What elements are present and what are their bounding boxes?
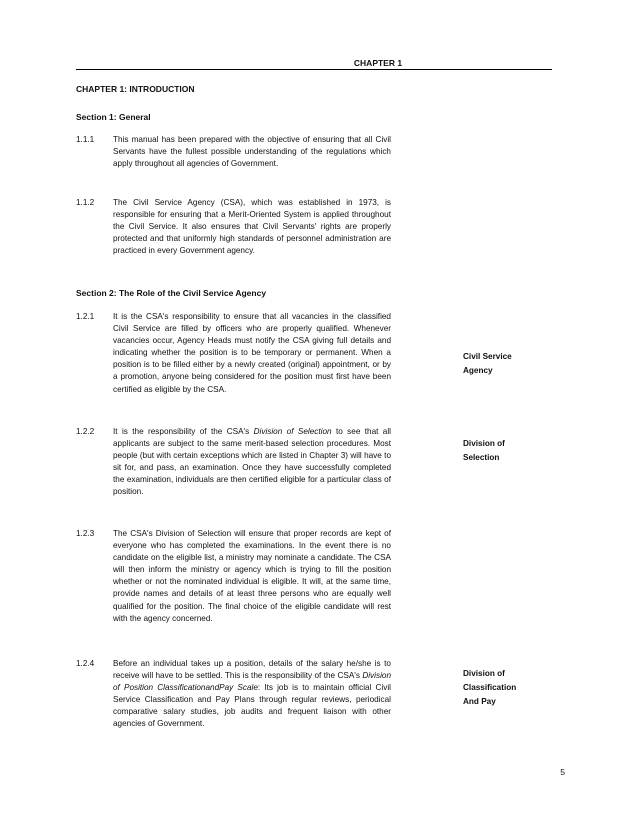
margin-note-line: Civil Service <box>463 352 512 361</box>
chapter-title: CHAPTER 1: INTRODUCTION <box>76 84 195 94</box>
margin-note-line: Division of <box>463 669 505 678</box>
margin-note-line: Classification <box>463 683 517 692</box>
paragraph-1-2-3 <box>76 528 391 625</box>
margin-note-line: Agency <box>463 366 493 375</box>
division-of-selection-italic: Division of Selection <box>253 427 332 436</box>
paragraph-1-2-2 <box>76 426 391 499</box>
paragraph-text-start: It is the responsibility of the CSA's <box>113 427 254 436</box>
paragraph-number: 1.1.1 <box>76 135 95 144</box>
paragraph-text <box>113 658 391 731</box>
paragraph-text-end: : Its job is to maintain official Civil Service Classification and Pay Plans through regular reviews, periodical comparative salary studies, job audits and frequent liaison with other agencies of Government. <box>113 683 391 729</box>
division-of-position-italic: Division of Position ClassificationandPay Scale <box>113 671 391 693</box>
paragraph-1-2-1 <box>76 311 391 396</box>
section-2-heading: Section 2: The Role of the Civil Service Agency <box>76 288 267 298</box>
margin-note-line: And Pay <box>463 697 496 706</box>
chapter-header <box>76 58 552 70</box>
paragraph-text: The Civil Service Agency (CSA), which was established in 1973, is responsible for ensuring that a Merit-Oriented System is applied throughout the Civil Service. It also ensures that Civil Servants' rights are properly protected and that uniformly high standards of personnel administration are practiced in every Government agency. <box>113 198 391 256</box>
margin-note-line: Division of <box>463 439 505 448</box>
paragraph-1-2-4 <box>76 658 391 731</box>
paragraph-text: It is the CSA's responsibility to ensure that all vacancies in the classified Civil Service are filled by officers who are properly qualified. Whenever vacancies occur, Agency Heads must notify the CSA giving full details and indicating whether the position is to be temporary or permanent. When a position is to be filled either by a newly created (original) appointment, or by a promotion, anyone being considered for the position must first have been certified as eligible by the CSA. <box>113 312 391 394</box>
margin-note-division-of-classification <box>463 667 516 709</box>
paragraph-1-1-1 <box>76 134 391 170</box>
paragraph-text: The CSA's Division of Selection will ensure that proper records are kept of everyone who has completed the examinations. In the event there is no candidate on the eligible list, a ministry may nominate a candidate. The CSA will then inform the ministry or agency which is trying to fill the position whether or not the nominated individual is eligible. It will, at the same time, provide names and details of at least three persons who are equally well qualified for the position. The final choice of the eligible candidate will rest with the agency concerned. <box>113 529 391 623</box>
paragraph-text <box>113 426 391 499</box>
paragraph-number: 1.2.3 <box>76 529 95 538</box>
paragraph-text-end: to see that all applicants are subject to the same merit-based selection procedures. Most people (but with certain exceptions which are listed in Chapter 3) will have to sit for, and pass, an examination. Once they have successfully completed the examination, individuals are then certified eligible for a particular class of position. <box>113 427 391 497</box>
margin-note-line: Selection <box>463 453 500 462</box>
paragraph-number: 1.2.1 <box>76 312 95 321</box>
page-number: 5 <box>560 767 565 777</box>
margin-note-civil-service-agency <box>463 350 512 378</box>
section-1-heading: Section 1: General <box>76 112 151 122</box>
chapter-header-text: CHAPTER 1 <box>353 58 403 68</box>
margin-note-division-of-selection <box>463 437 505 465</box>
paragraph-number: 1.2.4 <box>76 659 95 668</box>
paragraph-1-1-2 <box>76 197 391 257</box>
paragraph-text-start: Before an individual takes up a position, details of the salary he/she is to receive will have to be settled. This is the responsibility of the CSA's <box>113 659 391 681</box>
paragraph-number: 1.1.2 <box>76 198 95 207</box>
paragraph-number: 1.2.2 <box>76 427 95 436</box>
paragraph-text: This manual has been prepared with the objective of ensuring that all Civil Servants have the fullest possible understanding of the regulations which apply throughout all agencies of Government. <box>113 135 391 169</box>
